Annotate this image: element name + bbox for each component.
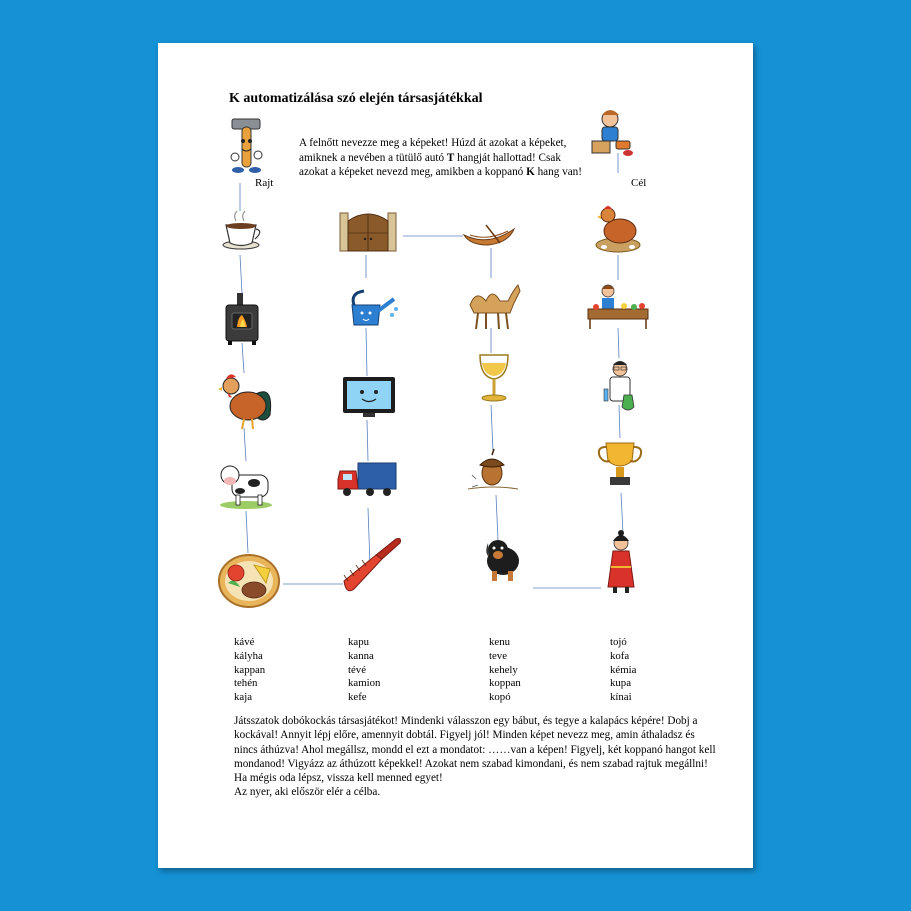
market-woman-icon: [588, 285, 648, 329]
rules-closing: Az nyer, aki először elér a célba.: [234, 786, 381, 799]
instructions-part-3: hang van!: [534, 166, 583, 179]
stove-icon: [226, 293, 258, 345]
word-item: kamion: [348, 677, 381, 690]
chinese-girl-icon: [608, 530, 634, 593]
chemist-icon: [604, 361, 634, 410]
word-item: kofa: [610, 649, 630, 662]
word-column-3: [489, 636, 521, 705]
hammer-icon: [231, 119, 262, 173]
word-column-4: [610, 636, 636, 705]
rules-paragraph: Játsszatok dobókockás társasjátékot! Mindenki válasszon egy bábut, és tegye a kalapács képére! Dobj a kockával! Annyit lépj előre, amennyit dobtál. Figyelj jól! Minden képet nevezz meg, amin áthaladsz és nincs áthúzva! Ahol megállsz, mondd el ezt a mondatot: ……van a képen! Figyelj, két koppanó hangot kell mondanod! Vigyázz az áthúzott képekkel! Azokat nem szabad kimondani, és nem szabad rajtuk megállni! Ha mégis oda lépsz, vissza kell menned egyet!: [234, 715, 716, 785]
word-column-1: [234, 636, 265, 705]
word-item: kappan: [234, 663, 266, 676]
board-path: [240, 153, 623, 588]
trophy-icon: [599, 443, 641, 485]
word-item: kefe: [348, 691, 367, 704]
tv-icon: [343, 377, 395, 417]
watering-can-icon: [352, 291, 398, 325]
word-column-2: [348, 636, 380, 705]
truck-icon: [338, 463, 396, 496]
camel-icon: [470, 285, 520, 329]
word-item: tojó: [610, 636, 627, 648]
page-title: K automatizálása szó elején társasjátékkal: [229, 91, 483, 106]
worksheet-page: [158, 43, 753, 868]
coffee-cup-icon: [223, 211, 260, 249]
word-item: kanna: [348, 649, 374, 662]
hen-icon: [596, 206, 640, 252]
gate-icon: [340, 213, 396, 251]
instructions-k-letter: K: [526, 166, 535, 179]
rooster-icon: [218, 374, 271, 429]
food-plate-icon: [219, 555, 279, 607]
start-label: Rajt: [255, 177, 274, 189]
instructions-part-1: A felnőtt nevezze meg a képeket! Húzd át azokat a képeket, amiknek a nevében a tütülő autó: [299, 137, 567, 164]
word-item: kályha: [234, 649, 263, 662]
canoe-icon: [464, 225, 514, 245]
word-item: teve: [489, 649, 507, 662]
word-item: kenu: [489, 636, 510, 648]
word-item: kopó: [489, 691, 511, 704]
goal-label: Cél: [631, 177, 647, 189]
acorn-icon: [468, 449, 518, 489]
instructions-t-letter: T: [446, 151, 455, 164]
game-board: [158, 43, 753, 633]
word-item: tévé: [348, 663, 366, 676]
brush-icon: [344, 539, 401, 591]
word-item: koppan: [489, 677, 521, 690]
word-item: kehely: [489, 663, 518, 676]
word-item: kapu: [348, 636, 369, 648]
instructions-part-2: hangját hallottad! Csak azokat a képeket nevezd meg, amikben a koppanó: [299, 151, 561, 179]
boy-building-icon: [592, 110, 633, 156]
word-item: kávé: [234, 636, 255, 648]
cow-icon: [220, 466, 272, 509]
word-item: tehén: [234, 677, 258, 690]
dog-icon: [486, 540, 519, 581]
word-item: kémia: [610, 663, 637, 676]
word-item: kaja: [234, 691, 252, 704]
word-item: kínai: [610, 691, 632, 704]
game-rules: [234, 714, 719, 800]
word-item: kupa: [610, 677, 631, 690]
goblet-icon: [480, 355, 508, 401]
